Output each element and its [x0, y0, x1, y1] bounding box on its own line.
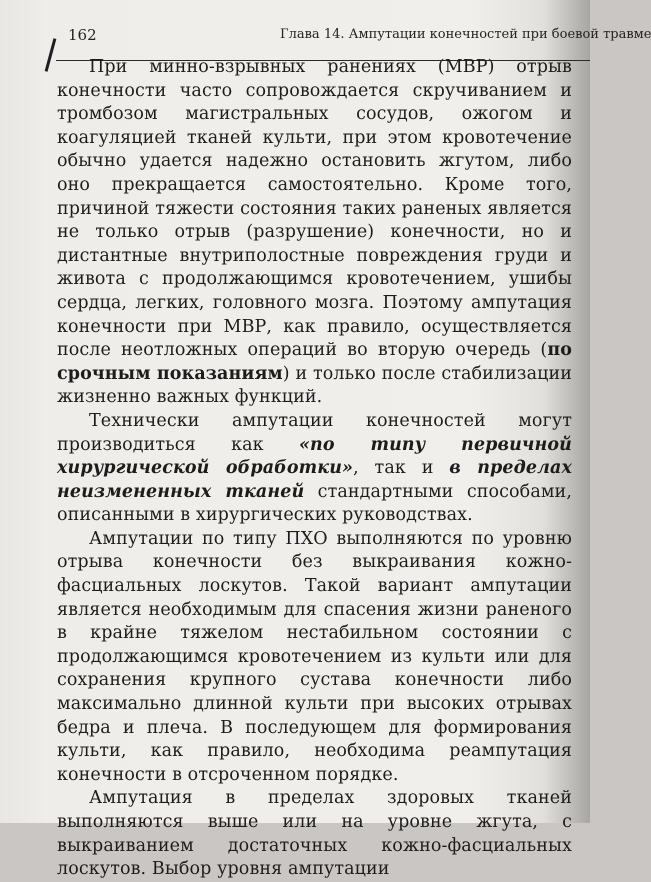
paragraph-1-bold-emphasis: по срочным показаниям: [57, 340, 572, 384]
paragraph-2-text-start: Технически ампутации конечностей могут производиться как: [57, 410, 572, 455]
paragraph-2-text-end: стандартными способами, описанными в хирургических руководствах.: [57, 481, 572, 526]
paragraph-4: Ампутация в пределах здоровых тканей выполняются выше или на уровне жгута, с выкраиванием достаточных кожно-фасциальных лоскутов. Выбор уровня ампутации: [57, 788, 572, 880]
paragraph-3: Ампутации по типу ПХО выполняются по уровню отрыва конечности без выкраивания кожно-фасциальных лоскутов. Такой вариант ампутации является необходимым для спасения жизни раненого в крайне тяжелом нестабильном состоянии с продолжающимся кровотечением из культи или для сохранения крупного сустава конечности либо максимально длинной культи при высоких отрывах бедра и плеча. В последующем для формирования культи, как правило, необходима реампутация конечности в отсроченном порядке.: [57, 528, 572, 785]
page-number: 162: [68, 26, 97, 44]
paragraph-2-emphasis-2: в пределах неизмененных тканей: [57, 458, 572, 502]
paragraph-2: [57, 410, 572, 528]
paragraph-2-emphasis-1: «по типу первичной хирургической обработки»: [57, 434, 572, 479]
page-header: [0, 18, 651, 54]
page-body: [57, 56, 572, 880]
header-vertical-rule: [45, 38, 57, 72]
paragraph-1: [57, 56, 572, 410]
paragraph-2-text-middle: , так и: [353, 458, 450, 479]
paragraph-1-text-start: При минно-взрывных ранениях (МВР) отрыв конечности часто сопровождается скручиванием и тромбозом магистральных сосудов, ожогом и коагуляцией тканей культи, при этом кровотечение обычно удается надежно остановить жгутом, либо оно прекращается самостоятельно. Кроме того, причиной тяжести состояния таких раненых является не только отрыв (разрушение) конечности, но и дистантные внутриполостные повреждения груди и живота с продолжающимся кровотечением, ушибы сердца, легких, головного мозга. Поэтому ампутация конечности при МВР, как правило, осуществляется после неотложных операций во вторую очередь (: [57, 57, 572, 361]
paragraph-1-text-end: ) и только после стабилизации жизненно важных функций.: [57, 363, 572, 408]
running-title: Глава 14. Ампутации конечностей при боевой травме: [280, 27, 651, 42]
